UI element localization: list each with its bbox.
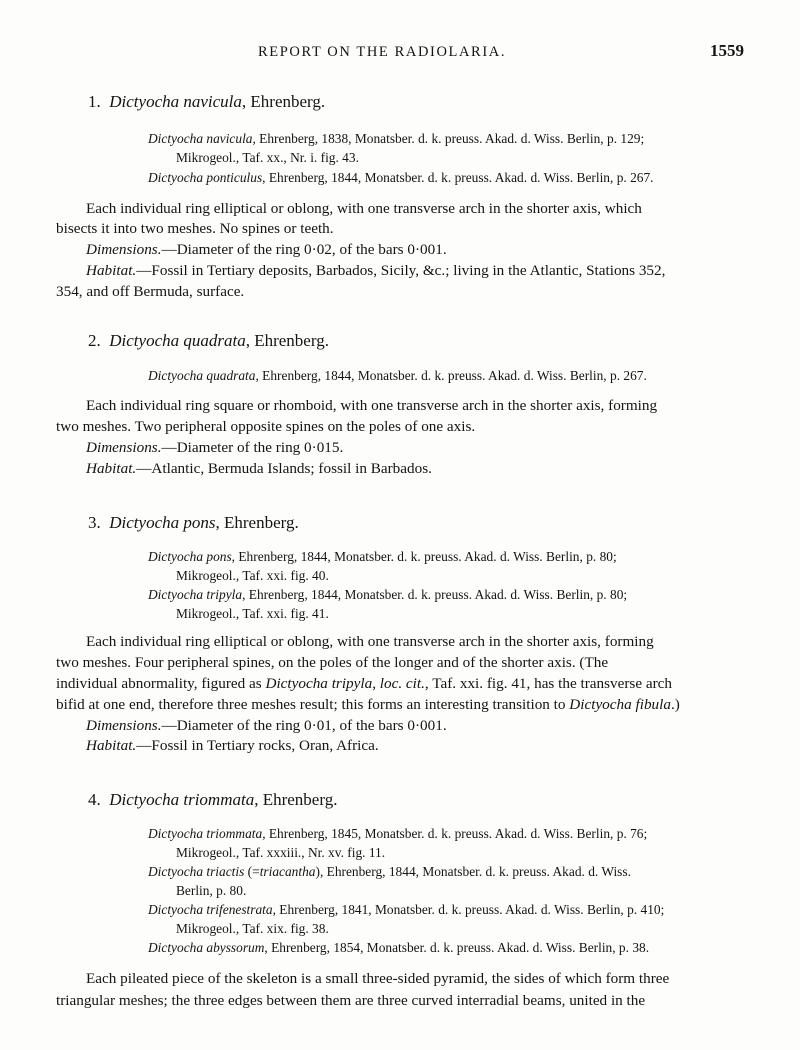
description-line: Each individual ring elliptical or oblong, with one transverse arch in the shorter axis, forming — [86, 633, 654, 650]
synonym-entry: Dictyocha navicula, Ehrenberg, 1838, Monatsber. d. k. preuss. Akad. d. Wiss. Berlin, p. 129; — [148, 131, 645, 146]
species-name: Dictyocha quadrata — [109, 331, 246, 350]
species-heading: 1. Dictyocha navicula, Ehrenberg. — [88, 92, 326, 111]
page-number: 1559 — [710, 41, 744, 60]
description-line: Each individual ring square or rhomboid, with one transverse arch in the shorter axis, forming — [86, 397, 658, 414]
synonym-entry: Dictyocha trifenestrata, Ehrenberg, 1841, Monatsber. d. k. preuss. Akad. d. Wiss. Berlin, p. 410; — [148, 902, 665, 917]
dimensions: Dimensions.—Diameter of the ring 0·015. — [86, 439, 344, 456]
synonym-entry: Dictyocha tripyla, Ehrenberg, 1844, Monatsber. d. k. preuss. Akad. d. Wiss. Berlin, p. 80; — [148, 587, 628, 602]
species-name: Dictyocha triommata — [109, 790, 255, 809]
description-line: individual abnormality, figured as Dictyocha tripyla, loc. cit., Taf. xxi. fig. 41, has the transverse arch — [56, 675, 672, 692]
species-name: Dictyocha pons — [109, 513, 216, 532]
synonym-continuation: Mikrogeol., Taf. xxxiii., Nr. xv. fig. 11. — [176, 845, 386, 860]
synonym-continuation: Mikrogeol., Taf. xx., Nr. i. fig. 43. — [176, 150, 359, 165]
species-heading: 2. Dictyocha quadrata, Ehrenberg. — [88, 331, 329, 350]
description-line: bifid at one end, therefore three meshes result; this forms an interesting transition to Dictyocha fibula.) — [56, 696, 680, 713]
synonym-entry: Dictyocha triommata, Ehrenberg, 1845, Monatsber. d. k. preuss. Akad. d. Wiss. Berlin, p. 76; — [148, 826, 648, 841]
synonym-continuation: Berlin, p. 80. — [176, 883, 247, 898]
synonym-entry: Dictyocha pons, Ehrenberg, 1844, Monatsber. d. k. preuss. Akad. d. Wiss. Berlin, p. 80; — [148, 549, 617, 564]
description-line: two meshes. Four peripheral spines, on the poles of the longer and of the shorter axis. (The — [56, 654, 609, 671]
description-line: triangular meshes; the three edges between them are three curved interradial beams, united in the — [56, 992, 646, 1009]
description-line: bisects it into two meshes. No spines or teeth. — [56, 220, 334, 237]
habitat: Habitat.—Atlantic, Bermuda Islands; fossil in Barbados. — [86, 460, 432, 477]
habitat: Habitat.—Fossil in Tertiary deposits, Barbados, Sicily, &c.; living in the Atlantic, Stations 352, — [86, 262, 666, 279]
synonym-entry: Dictyocha triactis (=triacantha), Ehrenberg, 1844, Monatsber. d. k. preuss. Akad. d. Wiss. — [148, 864, 631, 879]
species-heading: 3. Dictyocha pons, Ehrenberg. — [88, 513, 299, 532]
dimensions: Dimensions.—Diameter of the ring 0·01, of the bars 0·001. — [86, 717, 447, 734]
description-line: Each pileated piece of the skeleton is a small three-sided pyramid, the sides of which form three — [86, 970, 670, 987]
running-title: REPORT ON THE RADIOLARIA. — [258, 44, 507, 60]
species-name: Dictyocha navicula — [109, 92, 242, 111]
dimensions: Dimensions.—Diameter of the ring 0·02, of the bars 0·001. — [86, 241, 447, 258]
description-line: two meshes. Two peripheral opposite spines on the poles of one axis. — [56, 418, 476, 435]
synonym-entry: Dictyocha quadrata, Ehrenberg, 1844, Monatsber. d. k. preuss. Akad. d. Wiss. Berlin, p. 267. — [148, 368, 647, 383]
habitat-continuation: 354, and off Bermuda, surface. — [56, 283, 245, 300]
synonym-continuation: Mikrogeol., Taf. xxi. fig. 41. — [176, 606, 329, 621]
habitat: Habitat.—Fossil in Tertiary rocks, Oran, Africa. — [86, 737, 379, 754]
synonym-entry: Dictyocha ponticulus, Ehrenberg, 1844, Monatsber. d. k. preuss. Akad. d. Wiss. Berlin, p. 267. — [148, 170, 654, 185]
synonym-continuation: Mikrogeol., Taf. xix. fig. 38. — [176, 921, 329, 936]
description-line: Each individual ring elliptical or oblong, with one transverse arch in the shorter axis, which — [86, 200, 642, 217]
species-heading: 4. Dictyocha triommata, Ehrenberg. — [88, 790, 338, 809]
synonym-continuation: Mikrogeol., Taf. xxi. fig. 40. — [176, 568, 329, 583]
synonym-entry: Dictyocha abyssorum, Ehrenberg, 1854, Monatsber. d. k. preuss. Akad. d. Wiss. Berlin, p. 38. — [148, 940, 650, 955]
